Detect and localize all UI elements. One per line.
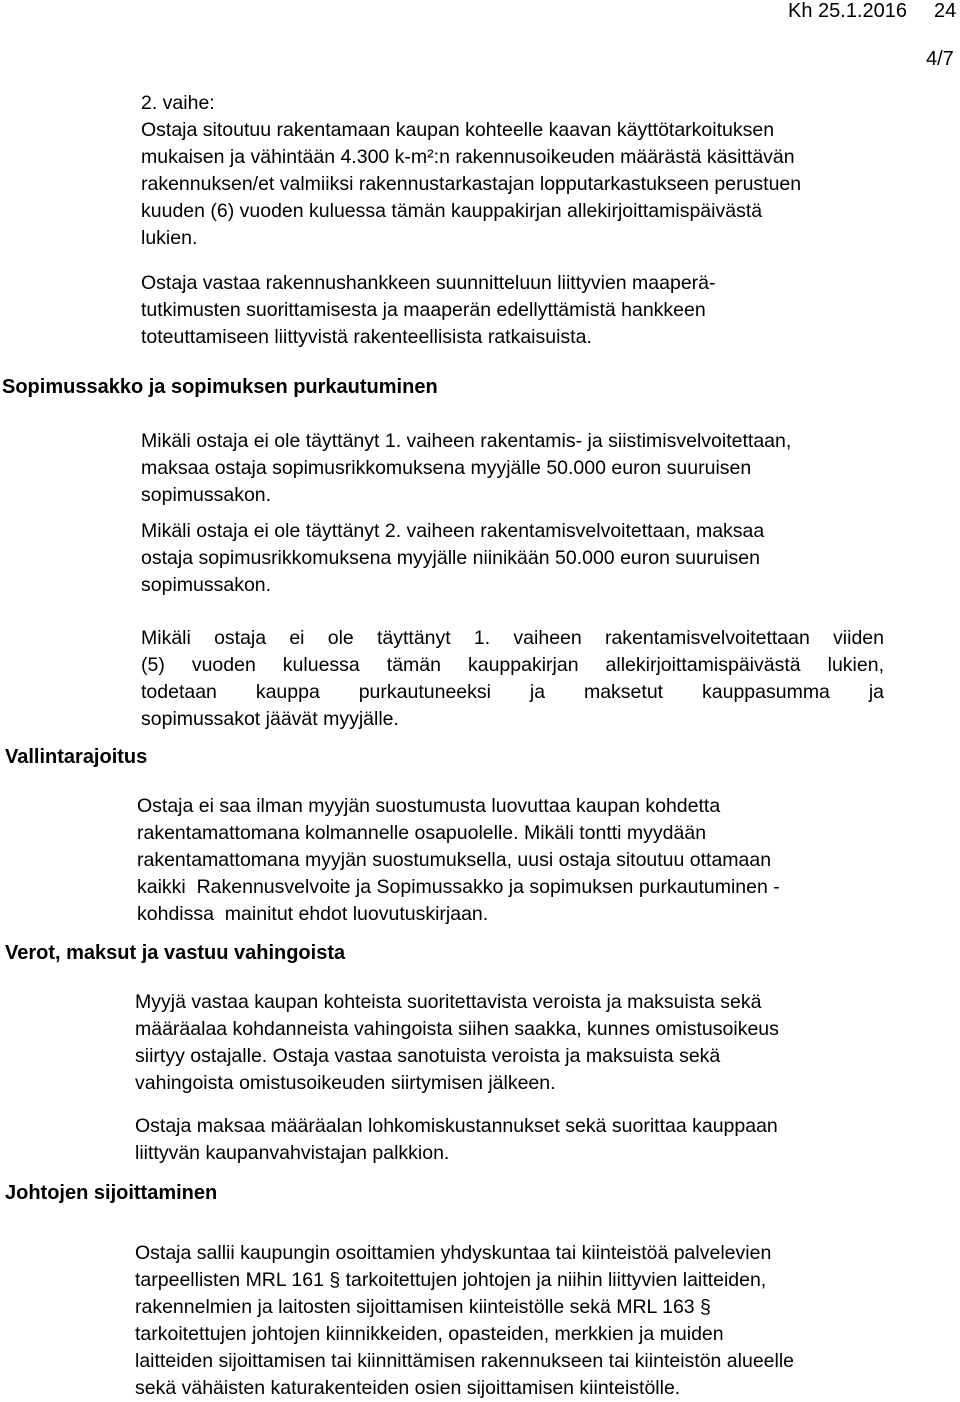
utilities-line: laitteiden sijoittamisen tai kiinnittämisen rakennukseen tai kiinteistön alueelle [135,1350,795,1372]
utilities-line: Ostaja sallii kaupungin osoittamien yhdyskuntaa tai kiinteistöä palvelevien [135,1242,772,1264]
document-number: 24 [934,0,957,22]
stage2-line: kuuden (6) vuoden kuluessa tämän kauppakirjan allekirjoittamispäivästä [141,200,763,222]
transfer-paragraph [137,793,780,928]
utilities-line: rakennelmien ja laitosten sijoittamisen kiinteistölle sekä MRL 163 § [135,1296,711,1318]
transfer-line: kaikki Rakennusvelvoite ja Sopimussakko ja sopimuksen purkautuminen - [137,876,780,898]
stage2-title: 2. vaihe: [141,92,215,114]
taxes-paragraph-2 [135,1113,778,1167]
penalty-paragraph-2 [141,518,764,599]
stage2-line: rakennuksen/et valmiiksi rakennustarkastajan lopputarkastukseen perustuen [141,173,802,195]
utilities-line: tarkoitettujen johtojen kiinnikkeiden, opasteiden, merkkien ja muiden [135,1323,724,1345]
penalty-line: sopimussakon. [141,484,272,506]
penalty-line: Mikäli ostaja ei ole täyttänyt 1. vaiheen rakentamisvelvoitettaan viiden [141,627,884,649]
section-heading-taxes: Verot, maksut ja vastuu vahingoista [5,942,346,964]
penalty-line: ostaja sopimusrikkomuksena myyjälle niinikään 50.000 euron suuruisen [141,547,760,569]
taxes-line: Ostaja maksaa määräalan lohkomiskustannukset sekä suorittaa kauppaan [135,1115,778,1137]
penalty-line: Mikäli ostaja ei ole täyttänyt 2. vaiheen rakentamisvelvoitettaan, maksaa [141,520,765,542]
penalty-line: sopimussakot jäävät myyjälle. [141,708,399,730]
utilities-paragraph [135,1240,794,1402]
taxes-line: liittyvän kaupanvahvistajan palkkion. [135,1142,450,1164]
utilities-line: sekä vähäisten katurakenteiden osien sijoittamisen kiinteistölle. [135,1377,681,1399]
taxes-paragraph-1 [135,989,779,1097]
page-number: 4/7 [926,48,954,70]
soil-line: tutkimusten suorittamisesta ja maaperän edellyttämistä hankkeen [141,299,706,321]
stage2-line: mukaisen ja vähintään 4.300 k-m²:n rakennusoikeuden määrästä käsittävän [141,146,795,168]
stage2-line: lukien. [141,227,198,249]
penalty-line: sopimussakon. [141,574,272,596]
penalty-line: (5) vuoden kuluessa tämän kauppakirjan allekirjoittamispäivästä lukien, [141,654,884,676]
soil-paragraph [141,270,716,351]
penalty-paragraph-1 [141,428,791,509]
penalty-paragraph-3 [141,625,884,733]
document-date: Kh 25.1.2016 [788,0,907,22]
section-heading-penalty: Sopimussakko ja sopimuksen purkautuminen [2,376,438,398]
soil-line: Ostaja vastaa rakennushankkeen suunnitteluun liittyvien maaperä- [141,272,716,294]
stage2-section [141,90,801,252]
utilities-line: tarpeellisten MRL 161 § tarkoitettujen johtojen ja niihin liittyvien laitteiden, [135,1269,767,1291]
taxes-line: vahingoista omistusoikeuden siirtymisen jälkeen. [135,1072,556,1094]
taxes-line: siirtyy ostajalle. Ostaja vastaa sanotuista veroista ja maksuista sekä [135,1045,721,1067]
stage2-line: Ostaja sitoutuu rakentamaan kaupan kohteelle kaavan käyttötarkoituksen [141,119,775,141]
transfer-line: rakentamattomana myyjän suostumuksella, uusi ostaja sitoutuu ottamaan [137,849,772,871]
penalty-line: todetaan kauppa purkautuneeksi ja maksetut kauppasumma ja [141,681,884,703]
section-heading-utilities: Johtojen sijoittaminen [5,1182,218,1204]
soil-line: toteuttamiseen liittyvistä rakenteellisista ratkaisuista. [141,326,592,348]
taxes-line: Myyjä vastaa kaupan kohteista suoritettavista veroista ja maksuista sekä [135,991,762,1013]
section-heading-transfer: Vallintarajoitus [5,746,148,768]
penalty-line: maksaa ostaja sopimusrikkomuksena myyjälle 50.000 euron suuruisen [141,457,752,479]
transfer-line: rakentamattomana kolmannelle osapuolelle. Mikäli tontti myydään [137,822,707,844]
penalty-line: Mikäli ostaja ei ole täyttänyt 1. vaiheen rakentamis- ja siistimisvelvoitettaan, [141,430,792,452]
transfer-line: kohdissa mainitut ehdot luovutuskirjaan. [137,903,489,925]
taxes-line: määräalaa kohdanneista vahingoista siihen saakka, kunnes omistusoikeus [135,1018,779,1040]
transfer-line: Ostaja ei saa ilman myyjän suostumusta luovuttaa kaupan kohdetta [137,795,721,817]
